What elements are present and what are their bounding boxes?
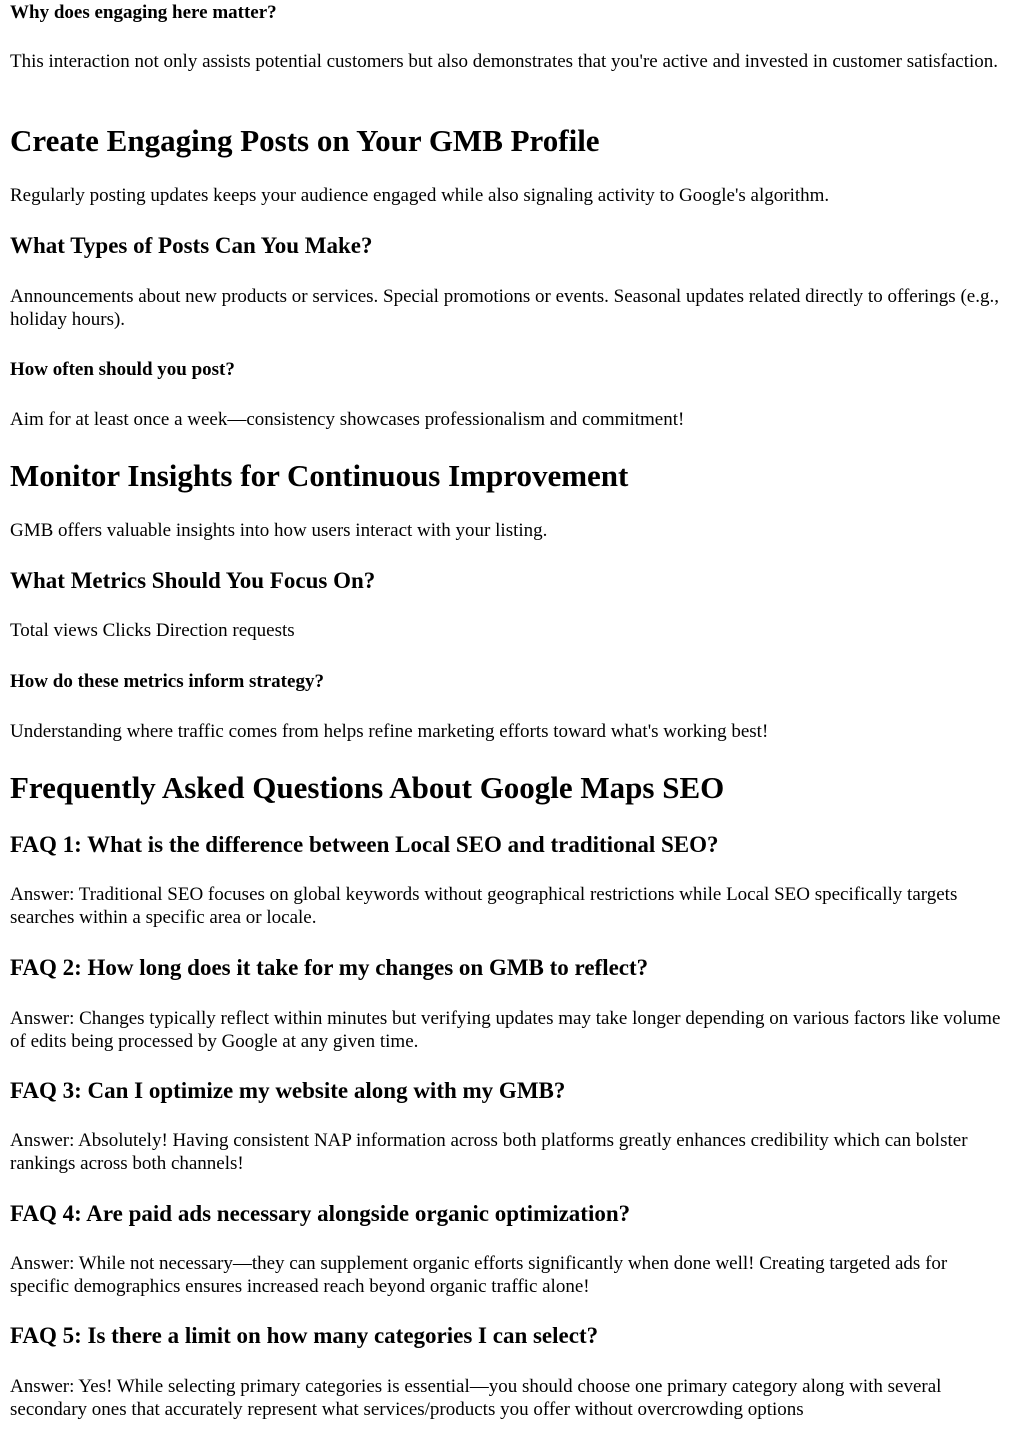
- faq-4-answer: Answer: While not necessary—they can supplement organic efforts significantly when done well! Creating targeted ads for specific demographics ensures increased reach beyond organic traffic alone!: [10, 1253, 948, 1297]
- faq-3-question: FAQ 3: Can I optimize my website along with my GMB?: [10, 1078, 566, 1103]
- heading-create-engaging-posts: Create Engaging Posts on Your GMB Profile: [10, 123, 600, 158]
- faq-4-question: FAQ 4: Are paid ads necessary alongside organic optimization?: [10, 1201, 631, 1226]
- heading-metrics-strategy: How do these metrics inform strategy?: [10, 671, 324, 692]
- faq-2-question: FAQ 2: How long does it take for my changes on GMB to reflect?: [10, 955, 649, 980]
- heading-why-engaging-matters: Why does engaging here matter?: [10, 2, 277, 23]
- paragraph-regular-posting: Regularly posting updates keeps your audience engaged while also signaling activity to Google's algorithm.: [10, 185, 830, 206]
- faq-5-question: FAQ 5: Is there a limit on how many categories I can select?: [10, 1323, 599, 1348]
- heading-faq: Frequently Asked Questions About Google Maps SEO: [10, 770, 725, 805]
- paragraph-metrics-list: Total views Clicks Direction requests: [10, 620, 295, 641]
- heading-post-types: What Types of Posts Can You Make?: [10, 233, 373, 258]
- faq-5-answer: Answer: Yes! While selecting primary categories is essential—you should choose one primary category along with several secondary ones that accurately represent what services/products you offer without overcrowding options: [10, 1376, 942, 1420]
- faq-1-question: FAQ 1: What is the difference between Local SEO and traditional SEO?: [10, 832, 719, 857]
- heading-post-frequency: How often should you post?: [10, 359, 235, 380]
- faq-3-answer: Answer: Absolutely! Having consistent NAP information across both platforms greatly enhances credibility which can bolster rankings across both channels!: [10, 1130, 968, 1174]
- paragraph-post-frequency: Aim for at least once a week—consistency showcases professionalism and commitment!: [10, 409, 685, 430]
- paragraph-post-types: Announcements about new products or services. Special promotions or events. Seasonal updates related directly to offerings (e.g., holiday hours).: [10, 286, 999, 330]
- heading-metrics-focus: What Metrics Should You Focus On?: [10, 568, 376, 593]
- faq-1-answer: Answer: Traditional SEO focuses on global keywords without geographical restrictions while Local SEO specifically targets searches within a specific area or locale.: [10, 884, 958, 928]
- paragraph-insights: GMB offers valuable insights into how users interact with your listing.: [10, 520, 548, 541]
- heading-monitor-insights: Monitor Insights for Continuous Improvement: [10, 458, 629, 493]
- paragraph-metrics-strategy: Understanding where traffic comes from helps refine marketing efforts toward what's working best!: [10, 721, 769, 742]
- paragraph-engagement: This interaction not only assists potential customers but also demonstrates that you're active and invested in customer satisfaction.: [10, 51, 999, 72]
- faq-2-answer: Answer: Changes typically reflect within minutes but verifying updates may take longer depending on various factors like volume of edits being processed by Google at any given time.: [10, 1008, 1001, 1052]
